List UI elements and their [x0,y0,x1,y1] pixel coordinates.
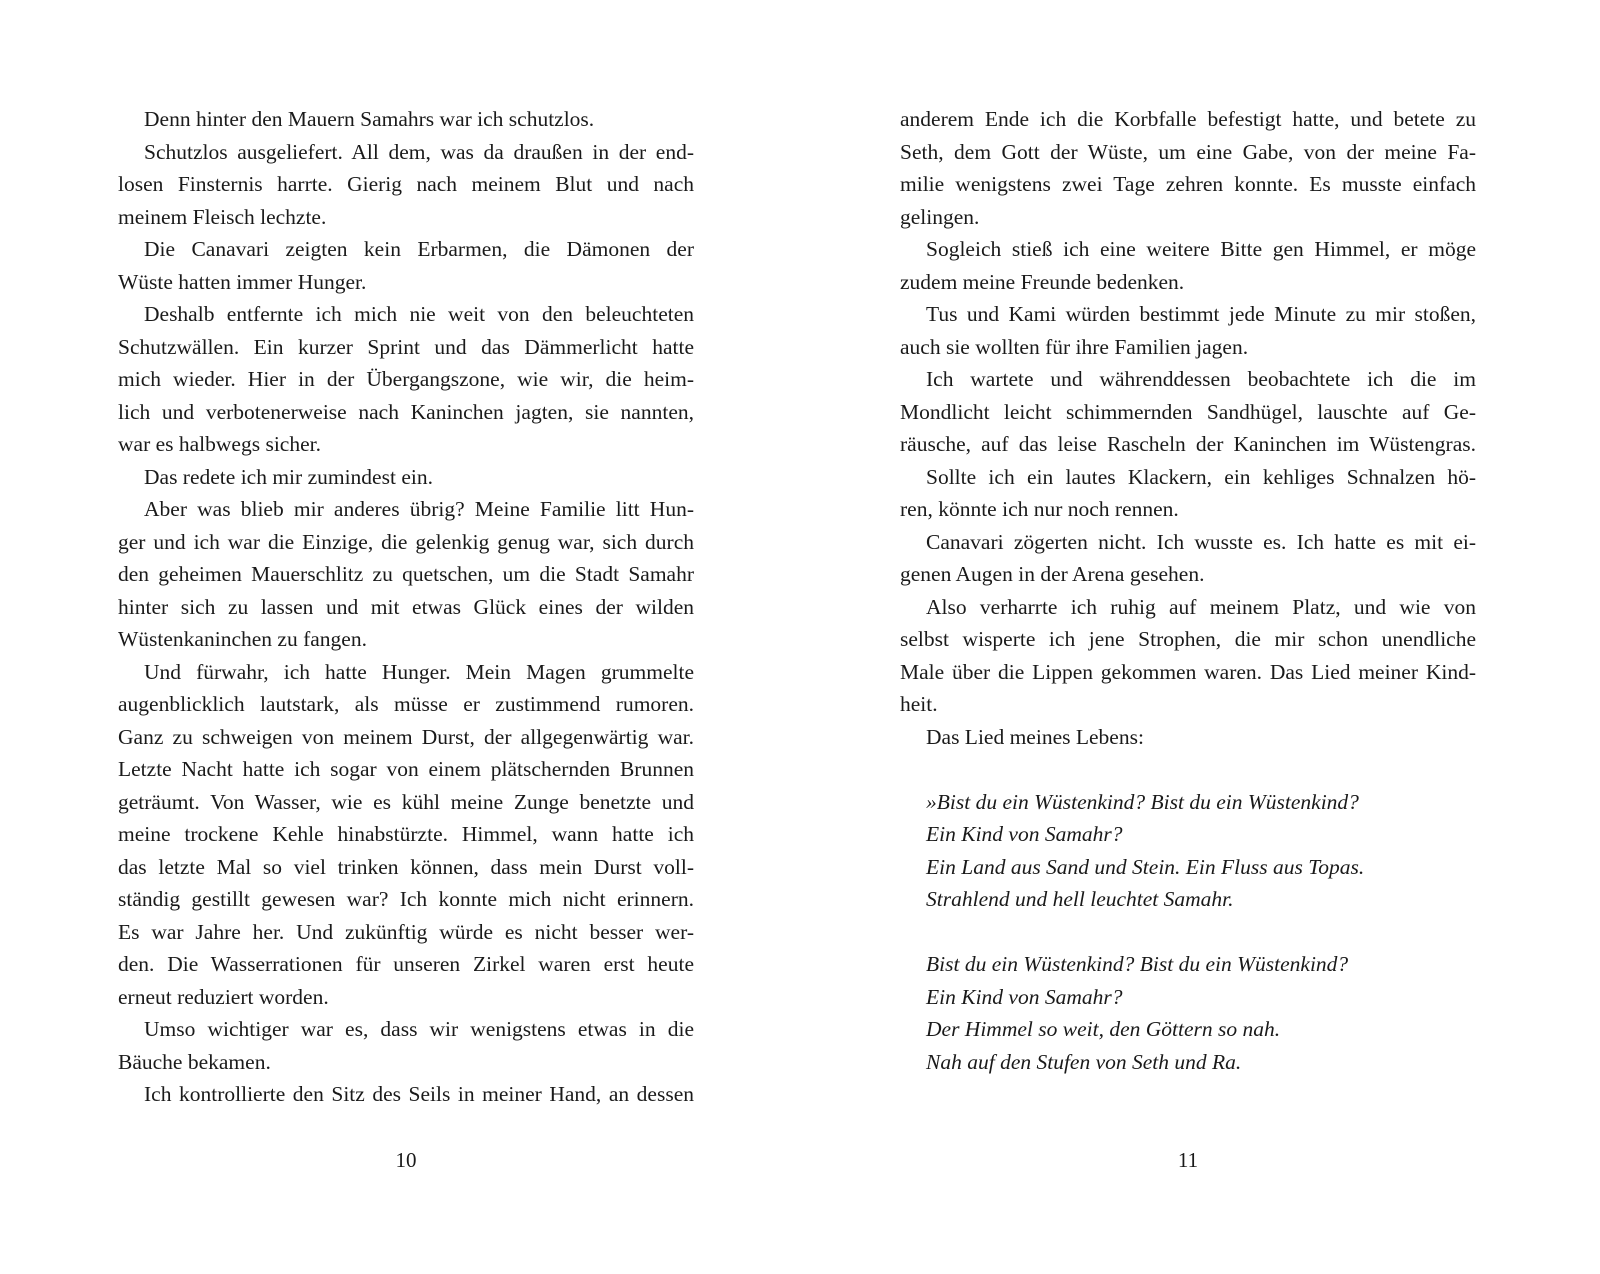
text-line: zudem meine Freunde bedenken. [900,269,1185,294]
poem-verse-line: Nah auf den Stufen von Seth und Ra. [926,1049,1242,1074]
left-page-body [118,103,694,1111]
poem-verse-line: Ein Land aus Sand und Stein. Ein Fluss aus Topas. [926,854,1365,879]
text-line: Wüstenkaninchen zu fangen. [118,627,367,651]
text-line: Mondlicht leicht schimmernden Sandhügel, lauschte auf Ge- [900,399,1476,424]
text-line: Ganz zu schweigen von meinem Durst, der allgegenwärtig war. [118,724,694,749]
poem-verse-line: Bist du ein Wüstenkind? Bist du ein Wüstenkind? [926,952,1349,976]
text-line: augenblicklich lautstark, als müsse er zustimmend rumoren. [118,692,694,716]
text-line: das letzte Mal so viel trinken können, dass mein Durst voll- [118,854,694,879]
page-number-right: 11 [1177,1148,1199,1172]
text-line: erneut reduziert worden. [118,984,329,1009]
text-line: den geheimen Mauerschlitz zu quetschen, um die Stadt Samahr [118,562,694,586]
text-line: Sollte ich ein lautes Klackern, ein kehliges Schnalzen hö- [926,464,1476,489]
text-line: ger und ich war die Einzige, die gelenkig genug war, sich durch [118,529,694,554]
text-line: meinem Fleisch lechzte. [118,204,327,229]
text-line: milie wenigstens zwei Tage zehren konnte. Es musste einfach [900,172,1476,196]
text-line: Deshalb entfernte ich mich nie weit von den beleuchteten [144,302,694,326]
text-line: Male über die Lippen gekommen waren. Das Lied meiner Kind- [900,659,1476,684]
poem-verse-line: Strahlend und hell leuchtet Samahr. [926,887,1234,911]
poem-stanza [900,948,1476,1078]
text-line: Ich kontrollierte den Sitz des Seils in meiner Hand, an dessen [144,1082,694,1106]
text-line: Tus und Kami würden bestimmt jede Minute zu mir stoßen, [926,302,1476,326]
text-line: genen Augen in der Arena gesehen. [900,562,1205,586]
text-line: geträumt. Von Wasser, wie es kühl meine Zunge benetzte und [118,789,694,814]
text-line: heit. [900,692,938,716]
text-line: ren, könnte ich nur noch rennen. [900,497,1179,521]
text-line: Also verharrte ich ruhig auf meinem Platz, und wie von [926,594,1476,619]
text-line: Ich wartete und währenddessen beobachtete ich die im [926,367,1476,391]
text-line: Schutzwällen. Ein kurzer Sprint und das Dämmerlicht hatte [118,334,694,359]
poem-verse-line: Ein Kind von Samahr? [926,822,1123,846]
text-line: Das redete ich mir zumindest ein. [144,464,433,489]
poem-verse-line: »Bist du ein Wüstenkind? Bist du ein Wüstenkind? [926,789,1359,814]
text-line: Denn hinter den Mauern Samahrs war ich schutzlos. [144,107,595,131]
text-line: losen Finsternis harrte. Gierig nach meinem Blut und nach [118,172,694,196]
poem-verse-line: Ein Kind von Samahr? [926,984,1123,1009]
text-line: Letzte Nacht hatte ich sogar von einem plätschernden Brunnen [118,757,694,781]
page-number-left: 10 [395,1148,417,1172]
text-line: war es halbwegs sicher. [118,432,321,456]
poem-verse-line: Der Himmel so weit, den Göttern so nah. [926,1017,1281,1041]
text-line: Schutzlos ausgeliefert. All dem, was da draußen in der end- [144,139,694,164]
text-line: lich und verbotenerweise nach Kaninchen jagten, sie nannten, [118,399,694,424]
text-line: hinter sich zu lassen und mit etwas Glück eines der wilden [118,594,694,619]
text-line: Wüste hatten immer Hunger. [118,269,367,294]
text-line: selbst wisperte ich jene Strophen, die mir schon unendliche [900,627,1476,651]
right-page-body [900,103,1476,1078]
text-line: den. Die Wasserrationen für unseren Zirkel waren erst heute [118,952,694,976]
text-line: Sogleich stieß ich eine weitere Bitte gen Himmel, er möge [926,237,1476,261]
text-line: Bäuche bekamen. [118,1049,271,1074]
text-line: Und fürwahr, ich hatte Hunger. Mein Magen grummelte [144,659,694,684]
text-line: Die Canavari zeigten kein Erbarmen, die Dämonen der [144,237,694,261]
text-line: Canavari zögerten nicht. Ich wusste es. Ich hatte es mit ei- [926,529,1476,554]
text-line: Das Lied meines Lebens: [926,724,1144,749]
poem-stanza [900,786,1476,916]
text-line: anderem Ende ich die Korbfalle befestigt hatte, und betete zu [900,107,1476,131]
text-line: räusche, auf das leise Rascheln der Kaninchen im Wüstengras. [900,432,1476,456]
text-line: Aber was blieb mir anderes übrig? Meine Familie litt Hun- [144,497,694,521]
right-page-prose [900,103,1476,753]
text-line: Seth, dem Gott der Wüste, um eine Gabe, von der meine Fa- [900,139,1476,164]
text-line: gelingen. [900,204,980,229]
text-line: ständig gestillt gewesen war? Ich konnte mich nicht erinnern. [118,887,694,911]
text-line: mich wieder. Hier in der Übergangszone, wie wir, die heim- [118,367,694,391]
text-line: Umso wichtiger war es, dass wir wenigstens etwas in die [144,1017,694,1041]
text-line: auch sie wollten für ihre Familien jagen. [900,334,1249,359]
song-verses [900,786,1476,1079]
text-line: Es war Jahre her. Und zukünftig würde es nicht besser wer- [118,919,694,944]
text-line: meine trockene Kehle hinabstürzte. Himmel, wann hatte ich [118,822,694,846]
